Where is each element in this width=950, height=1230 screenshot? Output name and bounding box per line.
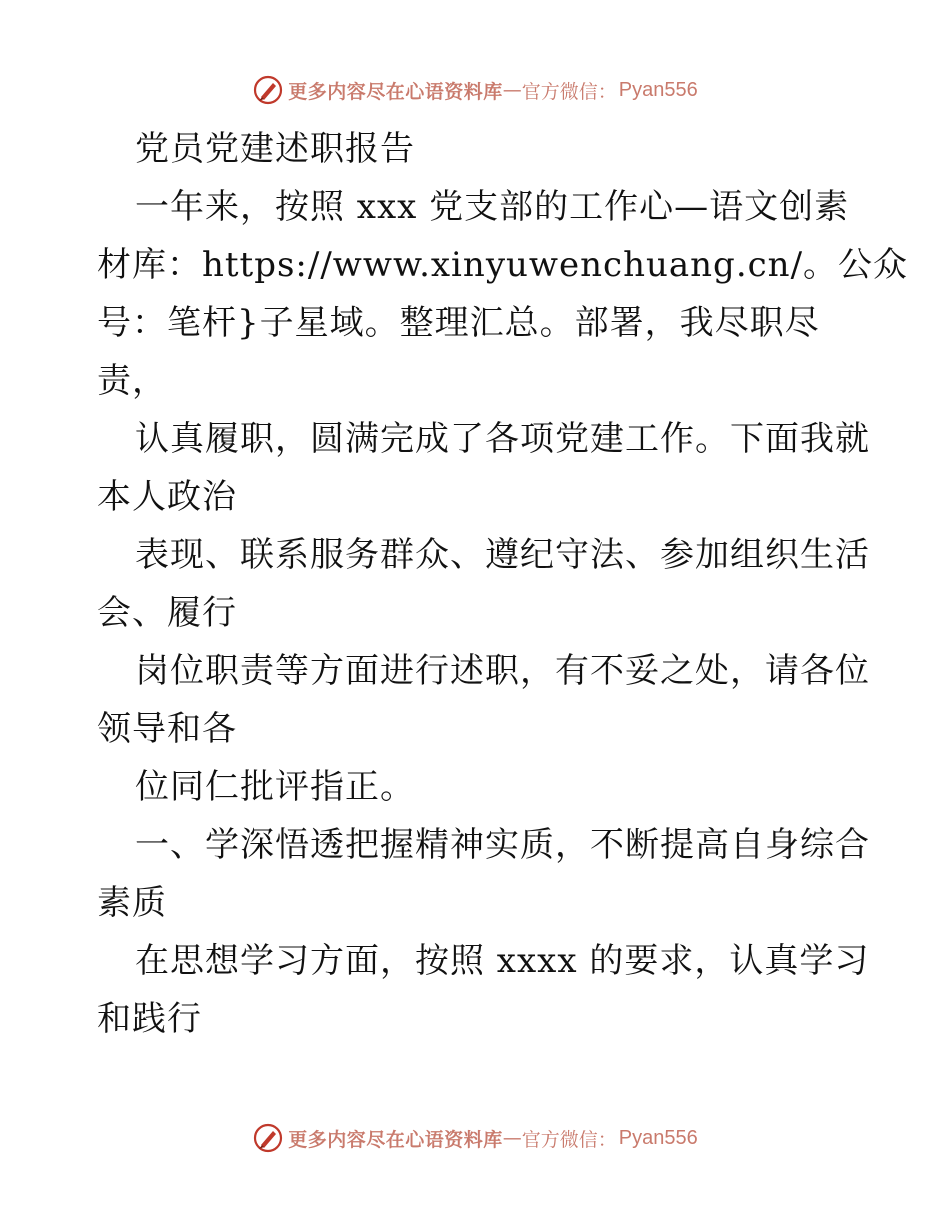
banner-wechat-id: Pyan556: [618, 1126, 698, 1149]
pen-logo-icon: [252, 1122, 284, 1154]
text-line: 会、履行: [97, 593, 237, 633]
text-line: 岗位职责等方面进行述职，有不妥之处，请各位: [135, 651, 870, 691]
text-line: 素质: [97, 883, 167, 923]
text-line: 认真履职，圆满完成了各项党建工作。下面我就: [135, 419, 870, 459]
text-line: 一、学深悟透把握精神实质，不断提高自身综合: [135, 825, 870, 865]
text-line: 号：笔杆}子星域。整理汇总。部署，我尽职尽: [97, 303, 820, 343]
banner-brand: 更多内容尽在心语资料库: [288, 80, 503, 103]
text-line: 领导和各: [97, 709, 237, 749]
banner-official: 官方微信：: [521, 80, 617, 103]
text-line: 一年来，按照 xxx 党支部的工作心—语文创素: [135, 187, 850, 227]
banner-separator: —: [502, 79, 522, 101]
banner-wechat-id: Pyan556: [618, 78, 698, 101]
text-line: 责，: [97, 361, 167, 401]
text-line: 材库：https://www.xinyuwenchuang.cn/。公众: [97, 245, 909, 285]
text-line: 本人政治: [97, 477, 237, 517]
pen-logo-icon: [252, 74, 284, 106]
footer-banner: [0, 1118, 950, 1158]
header-banner: [0, 70, 950, 110]
document-body: [97, 120, 909, 1048]
text-line: 位同仁批评指正。: [135, 767, 415, 807]
text-line: 表现、联系服务群众、遵纪守法、参加组织生活: [135, 535, 870, 575]
banner-official: 官方微信：: [521, 1128, 617, 1151]
banner-brand: 更多内容尽在心语资料库: [288, 1128, 503, 1151]
text-line: 和践行: [97, 999, 202, 1039]
banner-separator: —: [502, 1127, 522, 1149]
text-line: 在思想学习方面，按照 xxxx 的要求，认真学习: [135, 941, 870, 981]
text-line: 党员党建述职报告: [135, 129, 415, 169]
